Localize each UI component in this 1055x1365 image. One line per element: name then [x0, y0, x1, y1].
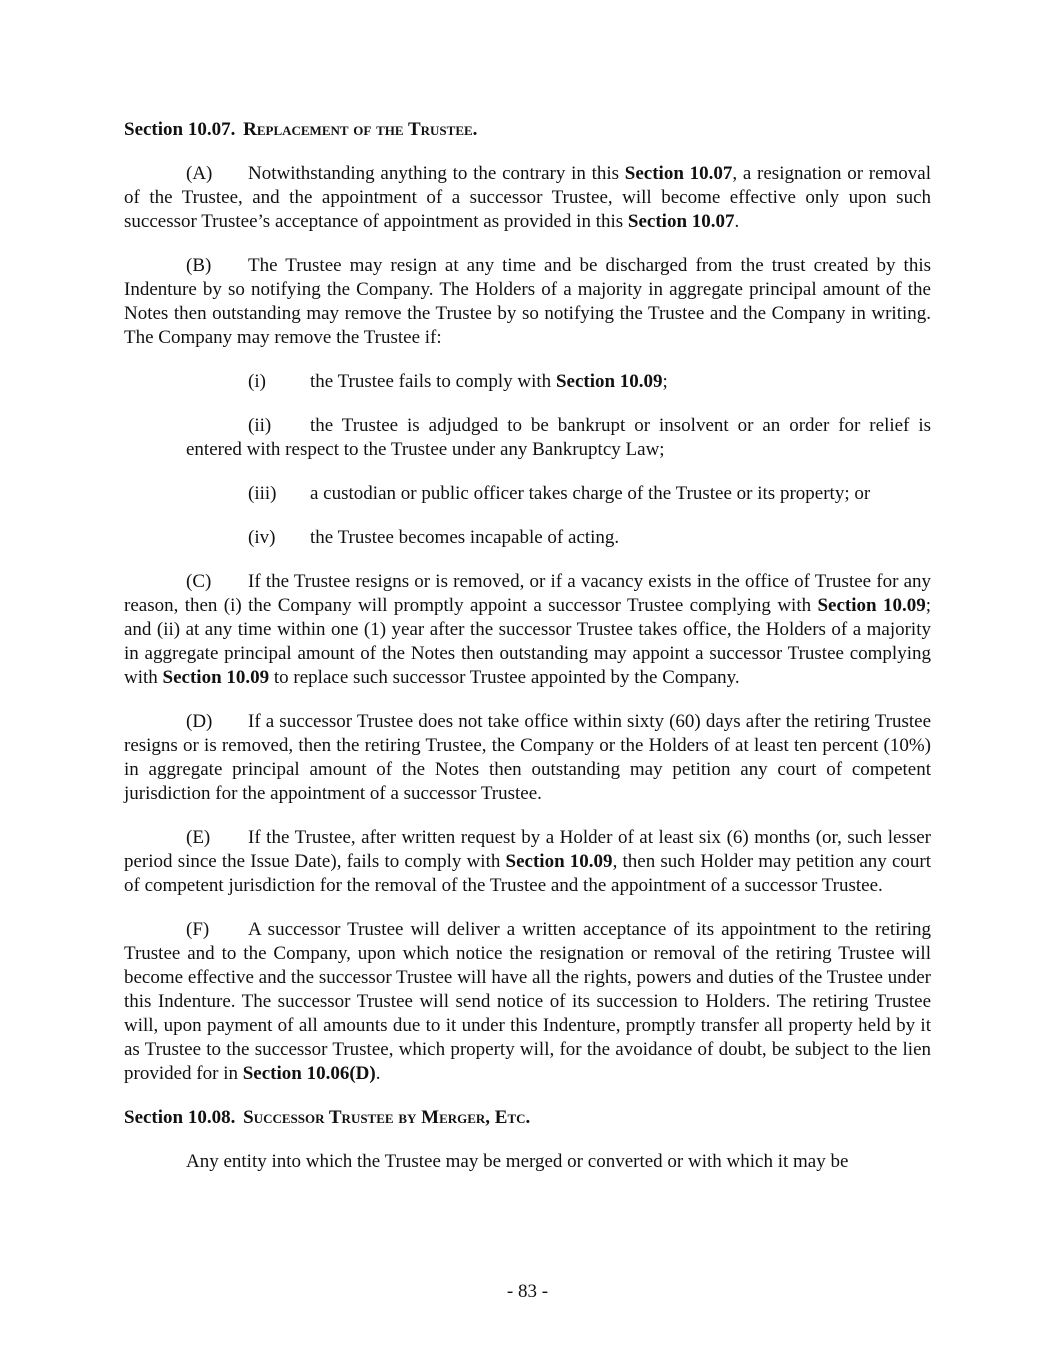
section-number: Section 10.08. [124, 1107, 236, 1128]
paragraph-b [124, 254, 931, 350]
section-number: Section 10.07. [124, 119, 236, 140]
paragraph-text: ; and (ii) at any time within one (1) year after the successor Trustee takes office, the Holders of a majority in aggregate principal amount of the Notes then outstanding may appoint a successor Trustee complying with [124, 595, 932, 688]
document-page [124, 118, 931, 1194]
paragraph-c [124, 570, 931, 690]
item-label: (iv) [248, 527, 276, 548]
paragraph-label: (F) [186, 919, 210, 940]
paragraph-text: Any entity into which the Trustee may be merged or converted or with which it may be [186, 1151, 849, 1172]
paragraph-label: (C) [186, 571, 212, 592]
paragraph-text: If a successor Trustee does not take office within sixty (60) days after the retiring Trustee resigns or is removed, then the retiring Trustee, the Company or the Holders of at least ten percent (10%) in aggregate principal amount of the Notes then outstanding may petition any court of competent jurisdiction for the appointment of a successor Trustee. [124, 711, 931, 804]
item-ii [186, 414, 931, 462]
section-10-08-heading [124, 1106, 931, 1130]
item-label: (ii) [248, 415, 272, 436]
paragraph-final [124, 1150, 931, 1174]
section-reference: Section 10.09 [505, 851, 613, 872]
item-i [186, 370, 931, 394]
item-label: (i) [248, 371, 266, 392]
paragraph-d [124, 710, 931, 806]
paragraph-a [124, 162, 931, 234]
section-title: Successor Trustee by Merger, Etc. [243, 1107, 531, 1128]
item-iv [186, 526, 931, 550]
paragraph-text: A successor Trustee will deliver a written acceptance of its appointment to the retiring Trustee and to the Company, upon which notice the resignation or removal of the retiring Trustee will become effective and the successor Trustee will have all the rights, powers and duties of the Trustee under this Indenture. The successor Trustee will send notice of its succession to Holders. The retiring Trustee will, upon payment of all amounts due to it under this Indenture, promptly transfer all property held by it as Trustee to the successor Trustee, which property will, for the avoidance of doubt, be subject to the lien provided for in [124, 919, 931, 1084]
paragraph-text: The Trustee may resign at any time and be discharged from the trust created by this Indenture by so notifying the Company. The Holders of a majority in aggregate principal amount of the Notes then outstanding may remove the Trustee by so notifying the Trustee and the Company in writing. The Company may remove the Trustee if: [124, 255, 931, 348]
paragraph-text: . [375, 1063, 381, 1084]
paragraph-label: (A) [186, 163, 213, 184]
item-text: the Trustee fails to comply with [310, 371, 556, 392]
section-reference: Section 10.07 [624, 163, 733, 184]
item-label: (iii) [248, 483, 277, 504]
section-reference: Section 10.06(D) [242, 1063, 376, 1084]
paragraph-text: Notwithstanding anything to the contrary in this [248, 163, 625, 184]
paragraph-text: If the Trustee, after written request by a Holder of at least six (6) months (or, such lesser period since the Issue Date), fails to comply with [124, 827, 931, 872]
section-reference: Section 10.09 [555, 371, 663, 392]
paragraph-label: (D) [186, 711, 213, 732]
paragraph-e [124, 826, 931, 898]
page-number: - 83 - [506, 1281, 549, 1302]
paragraph-text: to replace such successor Trustee appointed by the Company. [269, 667, 740, 688]
section-reference: Section 10.07 [627, 211, 735, 232]
section-10-07-heading [124, 118, 931, 142]
paragraph-text: , a resignation or removal of the Trustee, and the appointment of a successor Trustee, will become effective only upon such successor Trustee’s acceptance of appointment as provided in this [124, 163, 931, 232]
item-text: the Trustee becomes incapable of acting. [310, 527, 620, 548]
section-reference: Section 10.09 [817, 595, 926, 616]
paragraph-label: (E) [186, 827, 211, 848]
item-text: a custodian or public officer takes charge of the Trustee or its property; or [310, 483, 871, 504]
paragraph-f [124, 918, 931, 1086]
paragraph-text: If the Trustee resigns or is removed, or if a vacancy exists in the office of Trustee for any reason, then (i) the Company will promptly appoint a successor Trustee complying with [124, 571, 931, 616]
paragraph-label: (B) [186, 255, 212, 276]
paragraph-text: , then such Holder may petition any court of competent jurisdiction for the removal of the Trustee and the appointment of a successor Trustee. [124, 851, 931, 896]
item-text: ; [662, 371, 668, 392]
paragraph-text: . [734, 211, 740, 232]
section-title: Replacement of the Trustee. [243, 119, 478, 140]
item-text: the Trustee is adjudged to be bankrupt or insolvent or an order for relief is entered with respect to the Trustee under any Bankruptcy Law; [186, 415, 931, 460]
section-reference: Section 10.09 [162, 667, 270, 688]
item-iii [186, 482, 931, 506]
